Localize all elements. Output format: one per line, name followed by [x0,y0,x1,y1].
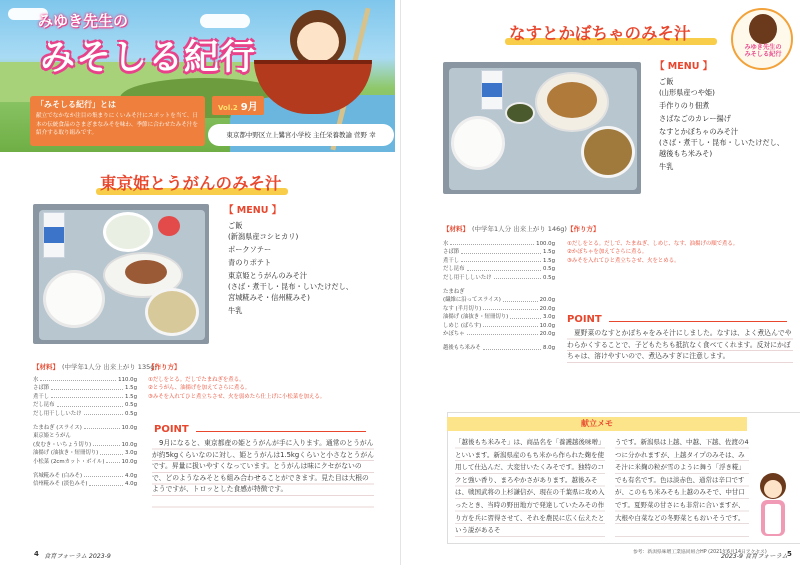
method-step: ①だしをとる。だしで、たまねぎ、しめじ、なす、油揚げの順で煮る。 [567,241,739,247]
ingredient-name: しめじ (ばらす) [443,322,482,329]
method-step: ①だしをとる。だしでたまねぎを煮る。 [148,377,245,383]
ingredient-name: 東京姫とうがん [33,433,71,440]
ingredient-name: 油揚げ (油抜き・短冊切り) [443,314,509,321]
ingredient-amount: 20.0g [539,331,555,338]
ingredients-list [33,376,137,489]
ingredient-name: だし用干ししいたけ [33,410,82,417]
point-heading: POINT [154,424,189,435]
ingredient-name: (繊維に沿ってスライス) [443,297,501,304]
ingredient-row [33,458,137,466]
point-heading: POINT [567,314,602,325]
method-label: 【作り方】 [148,363,181,371]
ingredient-row [443,257,555,265]
dot-leader [84,410,123,415]
series-title: みそしる紀行 [40,38,257,78]
ingredient-row [33,393,137,401]
memo-text-right: うです。新潟県は上越、中越、下越、佐渡の4つに分かれますが、上越タイプのみそは、みそ汁に米麹の粒が雪のように舞う「浮き糀」でも有名です。色は淡赤色、通常は辛口ですが、このもち米みそも上越のみそで、中甘口です。夏野菜の甘さにも非常に合いますが、大根や白菜などの冬野菜ともおいそうです。 [615,436,749,538]
series-header-banner [0,0,395,152]
dot-leader [467,330,538,335]
menu-item: 牛乳 [659,162,674,171]
menu-item: ポークソテー [228,245,272,254]
ingredient-amount: 10.0g [121,441,137,448]
dot-leader [84,424,120,429]
ingredient-amount: 0.5g [125,402,137,409]
ingredient-name: なす (半月切り) [443,305,482,312]
page-number: 4 [34,550,39,558]
ingredient-name: 越後もち米みそ [443,345,481,352]
ingredient-name: 水 [33,377,39,383]
ingredient-row [443,265,555,273]
ingredient-name: 水 [443,241,449,247]
ingredients-heading [443,224,567,233]
ingredient-name: たまねぎ (スライス) [33,425,82,432]
ingredient-amount: 0.5g [543,274,555,281]
ingredient-amount: 110.0g [118,377,137,383]
ingredient-row [443,313,555,321]
ingredient-row [443,305,555,313]
ingredient-amount: 3.0g [125,450,137,457]
ingredient-amount: 10.0g [121,458,137,465]
cloud-illustration [200,14,250,28]
ingredient-name: 小松菜 (2cmカット・ボイル) [33,458,105,465]
dot-leader [461,257,541,262]
dot-leader [93,441,119,446]
teacher-girl-illustration [753,470,793,540]
ingredient-row [33,410,137,418]
meal-photo [443,62,641,194]
ingredient-row [33,401,137,409]
ingredient-name: さば節 [33,385,50,392]
ingredient-row [443,330,555,338]
method-step: ③みそを入れてひと煮立ちさせ、火を弱めたら仕上げに小松菜を加える。 [148,393,326,400]
ingredient-amount: 1.5g [543,257,555,264]
menu-item: 東京姫とうがんのみそ汁 (さば・煮干し・昆布・しいたけだし、 宮城糀みそ・信州糀みそ) [228,271,353,302]
ingredient-row [33,480,137,488]
ingredient-name: (皮むき・いちょう切り) [33,441,92,448]
dot-leader [503,296,538,301]
dish-title: なすとかぼちゃのみそ汁 [509,24,691,43]
ingredient-row [33,449,137,457]
ingredient-name: かぼちゃ [443,331,465,338]
ingredient-amount: 10.0g [539,322,555,329]
menu-item: ご飯 (新潟県産コシヒカリ) [228,221,299,241]
ingredients-label: 【材料】 [443,225,469,233]
page-number: 5 [787,550,792,558]
menu-item: 牛乳 [228,306,243,315]
dot-leader [483,305,537,310]
miso-soup-bowl-illustration [581,126,635,178]
ingredient-row [33,424,137,432]
memo-title: 献立メモ [581,419,613,428]
meal-photo [33,204,209,344]
menu-heading: 【 MENU 】 [655,61,713,72]
volume-badge [212,96,264,115]
menu-heading: 【 MENU 】 [224,205,282,216]
ingredient-name: 煮干し [33,393,50,400]
ingredient-amount: 8.0g [543,345,555,352]
dot-leader [494,274,541,279]
method-steps [148,376,368,401]
series-intro-box [30,96,205,146]
ingredient-name: だし用干ししいたけ [443,274,492,281]
author-credit: 東京都中野区立上鷺宮小学校 主任栄養教諭 菅野 幸 [208,124,394,146]
dish-title: 東京姫とうがんのみそ汁 [100,174,282,193]
dot-leader [51,393,123,398]
ingredients-list [443,240,555,353]
publication-name: 2023-9 食育フォーラム [721,553,788,560]
series-subtitle: みゆき先生の [38,12,129,30]
volume-month: 9月 [240,102,258,113]
ingredient-row [443,344,555,352]
girl-face-illustration [297,22,339,62]
ingredients-serving: (中学年1人分 出来上がり 146g) [472,225,567,233]
ingredient-amount: 100.0g [536,241,555,247]
milk-carton-illustration [43,212,65,258]
ingredient-name: たまねぎ [443,289,465,296]
menu-list [659,76,799,174]
method-step: ③みそを入れてひと煮立ちさせ、火をとめる。 [567,257,680,264]
ingredient-name: さば節 [443,249,460,256]
ingredient-row [443,296,555,304]
dot-leader [450,240,534,245]
ingredient-amount: 1.5g [125,385,137,392]
method-step: ②かぼちゃを加えてさらに煮る。 [567,249,648,256]
dot-leader [51,384,123,389]
intro-text: 献立でなかなか注目の集まりにくいみそ汁にスポットを当て、日本の伝統食品のさまざまなみそを味わ、季節に合わせたみそ汁を紹介する取り組みです。 [36,113,199,136]
ingredient-name: 油揚げ (油抜き・短冊切り) [33,450,99,457]
menu-item: 手作りのり佃煮 [659,101,710,110]
ingredient-name: 信州糀みそ (淡色みそ) [33,481,88,488]
nori-tsukudani-illustration [505,102,535,124]
ingredient-amount: 20.0g [539,297,555,304]
method-steps [567,240,789,265]
miso-soup-bowl-illustration [145,288,199,336]
badge-girl-illustration [749,14,777,44]
ingredient-amount: 0.5g [543,266,555,273]
ingredient-row [443,240,555,248]
method-heading [148,362,184,371]
ingredients-serving: (中学年1人分 出来上がり 135g) [62,363,157,371]
method-label: 【作り方】 [567,225,600,233]
dot-leader [461,248,541,253]
intro-title: 「みそしる紀行」とは [36,100,116,109]
dot-leader [483,344,541,349]
ingredients-heading [33,362,157,371]
ingredient-row [33,441,137,449]
ingredient-amount: 4.0g [125,473,137,480]
ingredient-row [33,384,137,392]
curry-fried-fish-illustration [547,82,597,118]
ingredient-name: 煮干し [443,257,460,264]
publication-name: 食育フォーラム 2023-9 [44,553,111,560]
volume-number: Vol.2 [218,104,238,112]
dot-leader [483,322,537,327]
ingredient-amount: 1.5g [125,393,137,400]
potato-bowl-illustration [103,212,153,252]
series-badge-text: みゆき先生の みそしる紀行 [744,44,782,58]
dot-leader [57,401,123,406]
ingredient-row [443,274,555,282]
ingredient-name: 宮城糀みそ (白みそ) [33,473,83,480]
memo-source: 参考：新潟県味噌工業協同組合HP (2021年6月14日アクセス) [633,550,767,555]
dot-leader [100,449,123,454]
memo-text-left: 「越後もち米みそ」は、商品名を「養護越後味噌」といいます。新潟県産のもち米から作られた麹を使用して仕込んだ、大変甘いたくみそです。独特のコクと強い香り、まろやかさがあります。越後みそは、戦国武将の上杉謙信が、現在の千葉県に攻め入ったとき、当時の野田地方で発達していたみその作り方を兵に習得させて、それを農民に広く伝えたという説があるそ [455,436,605,538]
ingredient-name: だし昆布 [443,266,465,273]
dot-leader [89,480,123,485]
pork-saute-illustration [125,260,167,284]
point-text: 9月になると、東京都産の姫とうがんが手に入ります。通常のとうがんが約5kgくらいなのに対し、姫とうがんは1.5kgくらいと小さなとうがんです。昇量に扱いやすくなっています。とうがんは味にクセがないので、どのようなみそとも組み合わせることができます。見た目は大根のようですが、トロッとした食感が特徴です。 [152,438,374,508]
ingredient-row [443,288,555,296]
menu-item: なすとかぼちゃのみそ汁 (さば・煮干し・昆布・しいたけだし、 越後もち米みそ) [659,127,784,158]
ingredient-amount: 20.0g [539,305,555,312]
dot-leader [510,313,541,318]
ingredients-label: 【材料】 [33,363,59,371]
rice-bowl-illustration [451,116,505,170]
dot-leader [40,376,116,381]
ingredient-amount: 10.0g [121,425,137,432]
milk-carton-illustration [481,70,503,110]
ingredient-row [443,248,555,256]
ingredient-amount: 3.0g [543,314,555,321]
method-step: ②とうがん、油揚げを加えてさらに煮る。 [148,385,251,392]
dot-leader [467,265,541,270]
ingredient-row [33,472,137,480]
method-heading [567,224,603,233]
ingredient-row [443,322,555,330]
menu-list [228,220,398,318]
ingredient-amount: 0.5g [125,410,137,417]
point-text: 夏野菜のなすとかぼちゃをみそ汁にしました。なすは、よく煮込んでやわらかくすることで、子どもたちも抵抗なく食べてくれます。反対にかぼちゃは、溶けやすいので、煮込みすぎに注意します。 [567,328,793,364]
menu-item: さばなごのカレー揚げ [659,114,731,123]
ingredient-amount: 1.5g [543,249,555,256]
ingredient-row [33,376,137,384]
jelly-cup-illustration [158,216,180,236]
right-page [400,0,800,565]
ingredient-name: だし昆布 [33,402,55,409]
ingredient-row [33,432,137,440]
point-divider [196,431,366,432]
dot-leader [84,472,123,477]
point-divider [609,321,787,322]
rice-bowl-illustration [43,270,105,328]
dot-leader [106,458,119,463]
menu-item: ご飯 (山形県産つや姫) [659,77,715,97]
menu-item: 青のりポテト [228,258,272,267]
ingredient-amount: 4.0g [125,481,137,488]
